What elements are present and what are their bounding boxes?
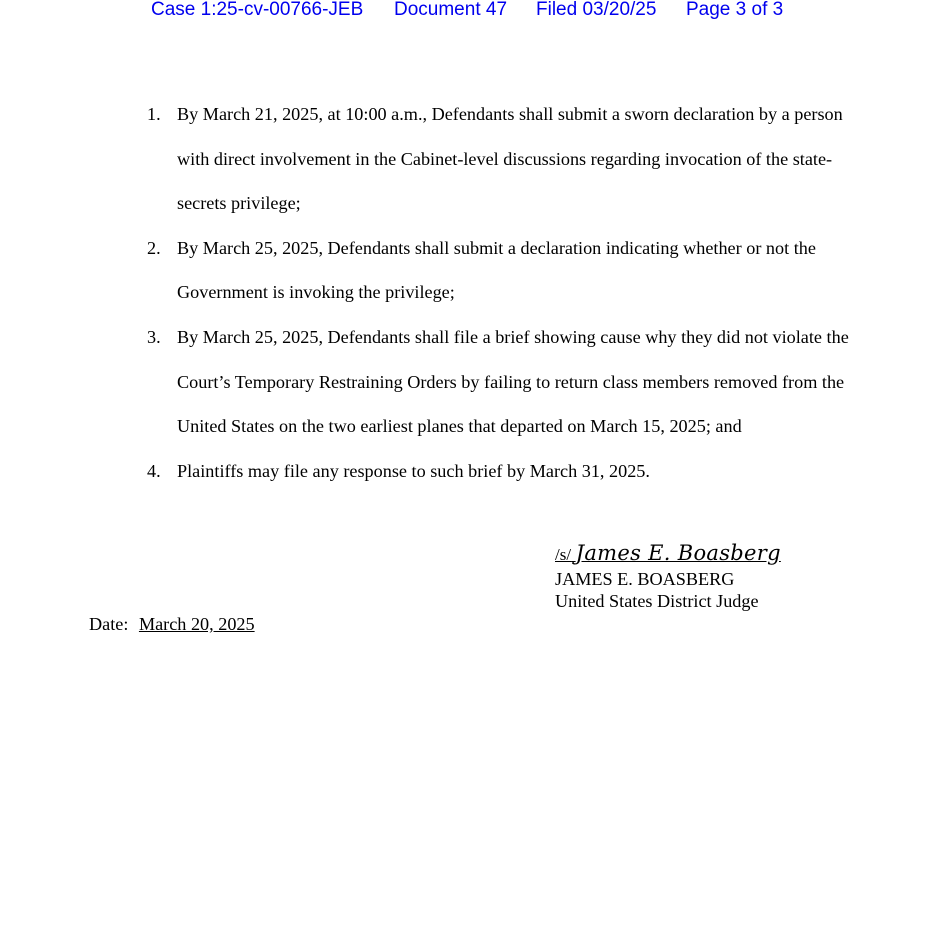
- order-number: 3.: [147, 326, 161, 347]
- order-number: 1.: [147, 104, 161, 124]
- judge-name: JAMES E. BOASBERG: [555, 569, 735, 589]
- signature-prefix: /s/: [555, 545, 572, 564]
- order-text: By March 25, 2025, Defendants shall file a brief showing cause why they did not violate the Court’s Temporary Restraining Orders by failing to return class members removed from the United States on the two earliest planes that departed on March 15, 2025; and: [177, 326, 849, 437]
- judge-title: United States District Judge: [555, 591, 759, 611]
- order-text: Plaintiffs may file any response to such brief by March 31, 2025.: [177, 460, 650, 481]
- date-value: March 20, 2025: [138, 614, 255, 634]
- header-case-number[interactable]: Case 1:25-cv-00766-JEB: [151, 0, 364, 20]
- header-filed-date[interactable]: Filed 03/20/25: [536, 0, 657, 20]
- order-item-2: [0, 226, 940, 315]
- order-text: By March 25, 2025, Defendants shall submit a declaration indicating whether or not the Government is invoking the privilege;: [177, 237, 816, 303]
- orders-list: [0, 92, 940, 493]
- date-line: [89, 613, 255, 635]
- header-page-number[interactable]: Page 3 of 3: [686, 0, 784, 20]
- order-number: 4.: [147, 460, 161, 481]
- header-document-number[interactable]: Document 47: [394, 0, 508, 20]
- signature-script: James E. Boasberg: [575, 541, 781, 565]
- order-number: 2.: [147, 237, 161, 258]
- order-item-4: [0, 449, 940, 494]
- signature-line: [555, 542, 915, 568]
- date-label: Date:: [89, 614, 129, 634]
- signature-block: [555, 542, 915, 612]
- order-item-1: [0, 92, 940, 226]
- order-item-3: [0, 315, 940, 449]
- order-text: By March 21, 2025, at 10:00 a.m., Defendants shall submit a sworn declaration by a person with direct involvement in the Cabinet-level discussions regarding invocation of the state-secrets privilege;: [177, 104, 843, 214]
